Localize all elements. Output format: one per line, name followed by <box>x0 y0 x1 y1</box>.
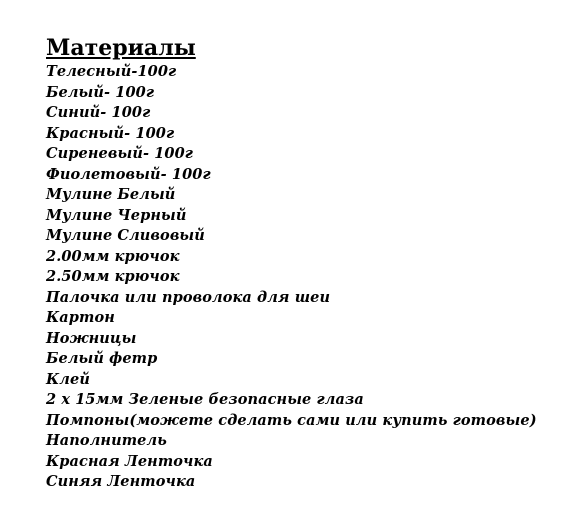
list-item: Белый- 100г <box>46 83 155 101</box>
list-item: 2.00мм крючок <box>46 247 180 265</box>
list-item: Телесный-100г <box>46 63 177 80</box>
list-item: Клей <box>46 370 90 388</box>
list-item: Красный- 100г <box>46 124 175 142</box>
list-item: Белый фетр <box>46 350 158 367</box>
materials-title: Материалы <box>46 35 196 61</box>
list-item: Наполнитель <box>46 432 167 449</box>
materials-list <box>46 62 537 493</box>
materials-document <box>46 34 537 493</box>
list-item: Красная Ленточка <box>46 452 213 470</box>
list-item: Фиолетовый- 100г <box>46 165 211 183</box>
list-item: Помпоны(можете сделать сами или купить готовые) <box>46 411 537 429</box>
list-item: Картон <box>46 309 115 326</box>
list-item: Мулине Белый <box>46 186 176 203</box>
list-item: 2 х 15мм Зеленые безопасные глаза <box>46 391 364 408</box>
list-item: Мулине Сливовый <box>46 227 205 244</box>
list-item: Синяя Ленточка <box>46 473 196 490</box>
list-item: Мулине Черный <box>46 206 187 224</box>
list-item: Синий- 100г <box>46 104 151 121</box>
list-item: Палочка или проволока для шеи <box>46 288 331 306</box>
list-item: Сиреневый- 100г <box>46 145 194 162</box>
list-item: 2.50мм крючок <box>46 268 180 285</box>
list-item: Ножницы <box>46 329 137 347</box>
